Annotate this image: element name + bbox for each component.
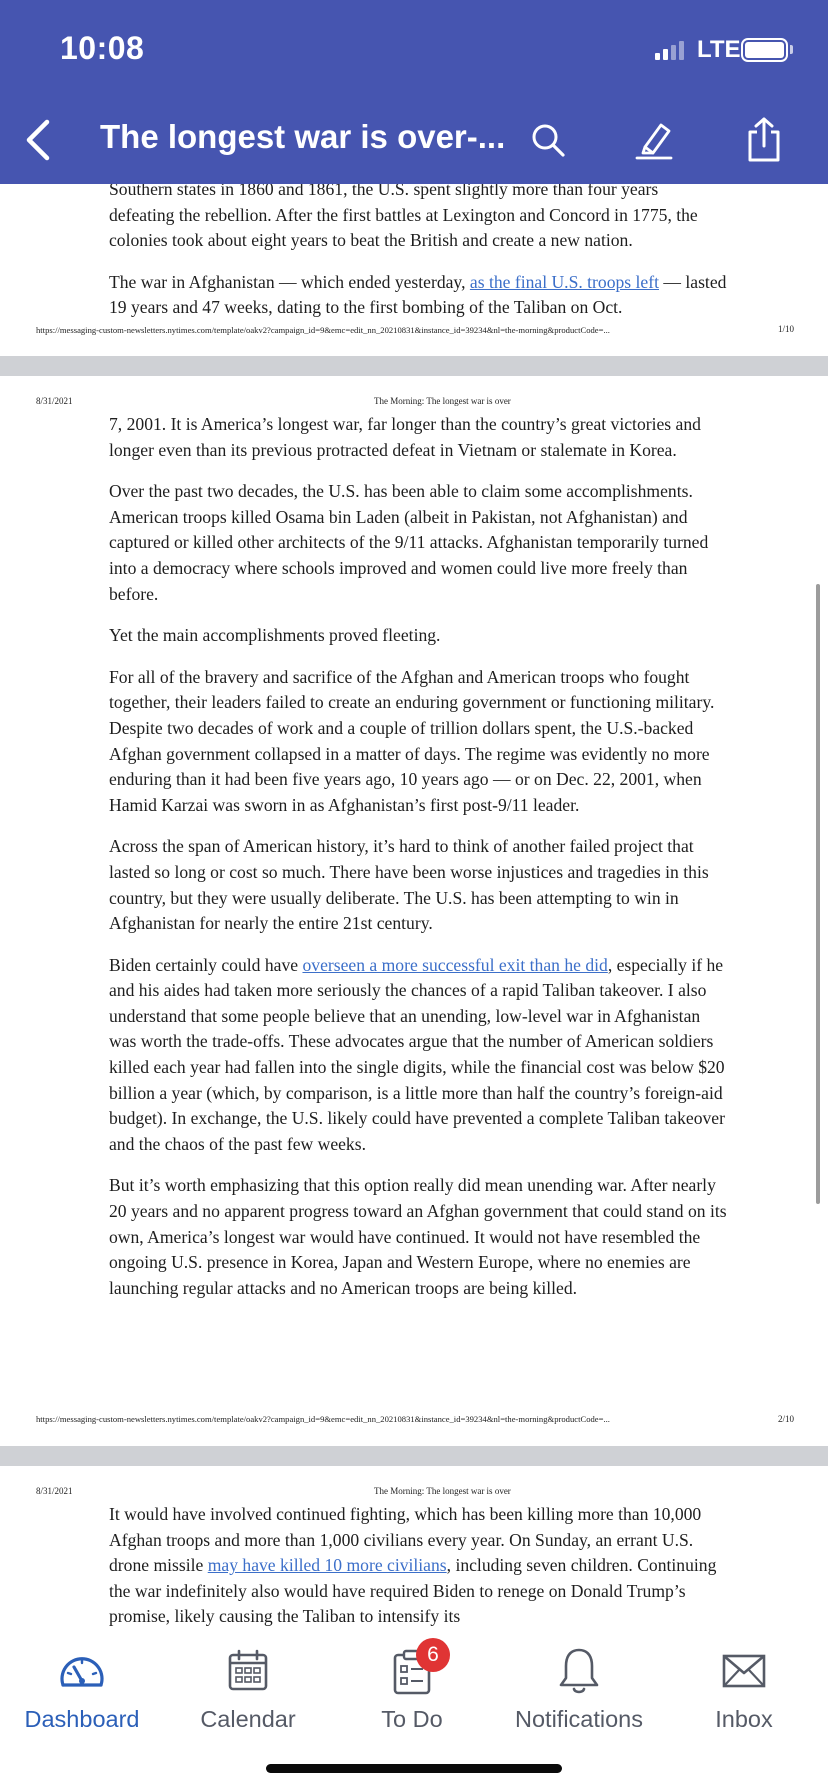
tab-label: Inbox [715,1706,773,1732]
paragraph: Yet the main accomplishments proved fleeting. [109,625,441,646]
battery-cap [790,45,793,54]
highlighter-pen-icon [633,119,675,161]
paragraph: Across the span of American history, it’s hard to think of another failed project that lasted so long or cost so much. There have been worse injustices and tragedies in this country, but they were usually deliberate. The U.S. has been attempting to win in Afghanistan for nearly the entire 21st century. [109,836,709,934]
share-icon [744,116,784,164]
tab-dashboard[interactable] [22,1632,142,1742]
document-title: The longest war is over-... [100,118,506,155]
search-button[interactable] [524,112,572,168]
paragraph: 7, 2001. It is America’s longest war, far longer than the country’s great victories and longer even than its previous protracted defeat in Vietnam or stalemate in Korea. [109,414,701,460]
envelope-icon [721,1653,767,1689]
bell-icon [556,1646,602,1696]
network-type: LTE [697,36,741,63]
page-1-text [109,184,727,337]
battery-icon [741,38,788,62]
calendar-icon [226,1649,270,1693]
troops-left-link[interactable]: as the final U.S. troops left [469,271,659,292]
tab-label: Calendar [200,1706,296,1732]
paragraph: Biden certainly could have overseen a more successful exit than he did, especially if he and his aides had taken more seriously the chances of a rapid Taliban takeover. I also understand that some people believe that an unending, low-level war in Afghanistan was worth the trade-offs. These advocates argue that the number of American soldiers killed each year had fallen into the single digits, while the financial cost was below $20 billion a year (which, by comparison, is a little more than half the country’s foreign-aid budget). In exchange, the U.S. likely could have prevented a complete Taliban takeover and the chaos of the past few weeks. [109,954,725,1154]
share-button[interactable] [740,112,788,168]
dashboard-gauge-icon [57,1651,107,1691]
page-1-number: 1/10 [777,324,794,334]
paragraph: Southern states in 1860 and 1861, the U.S. spent slightly more than four years defeating the rebellion. After the first battles at Lexington and Concord in 1775, the colonies took about eight years to beat the British and create a new nation. [109,184,698,251]
page-2-footer-url: https://messaging-custom-newsletters.nytimes.com/template/oakv2?campaign_id=9&emc=edit_nn_20210831&instance_id=39234&nl=the-morning&productCode=... [36,1414,610,1424]
page-separator [0,1446,828,1466]
paragraph: But it’s worth emphasizing that this option really did mean unending war. After nearly 20 years and no apparent progress toward an Afghan government that could stand on its own, America’s longest war would have continued. It would not have resembled the ongoing U.S. presence in Korea, Japan and Western Europe, where no enemies are launching regular attacks and no American troops are being killed. [109,1175,727,1298]
tab-todo[interactable] [352,1632,472,1742]
pdf-viewer[interactable] [0,184,828,1632]
page-2-date: 8/31/2021 [36,396,73,406]
chevron-left-icon [23,118,53,162]
paragraph: For all of the bravery and sacrifice of the Afghan and American troops who fought together, their leaders failed to create an enduring government or functioning military. Despite two decades of work and a couple of trillion dollars spent, the U.S.-backed Afghan government collapsed in a matter of days. The regime was evidently no more enduring than it had been five years ago, 10 years ago — or on Dec. 22, 2001, when Hamid Karzai was sworn in as Afghanistan’s first post-9/11 leader. [109,666,715,815]
home-indicator[interactable] [266,1764,562,1773]
page-3-running-head: The Morning: The longest war is over [374,1486,511,1496]
tab-label: Dashboard [24,1706,140,1732]
annotate-button[interactable] [630,112,678,168]
drone-civilians-link[interactable]: may have killed 10 more civilians [207,1555,447,1576]
page-separator [0,356,828,376]
status-time: 10:08 [60,30,145,66]
back-button[interactable] [18,112,58,168]
page-2-running-head: The Morning: The longest war is over [374,396,511,406]
signal-strength-icon [655,40,684,60]
tab-calendar[interactable] [188,1632,308,1742]
tab-label: To Do [381,1706,443,1732]
page-1-footer-url: https://messaging-custom-newsletters.nytimes.com/template/oakv2?campaign_id=9&emc=edit_nn_20210831&instance_id=39234&nl=the-morning&productCode=... [36,325,610,335]
tab-inbox[interactable] [694,1632,794,1742]
paragraph: It would have involved continued fighting, which has been killing more than 10,000 Afghan troops and more than 1,000 civilians every year. On Sunday, an errant U.S. drone missile may have killed 10 more civilians, including seven children. Continuing the war indefinitely also would have required Biden to renege on Donald Trump’s promise, likely causing the Taliban to intensify its [109,1504,717,1627]
successful-exit-link[interactable]: overseen a more successful exit than he did [302,954,608,975]
page-2-text [109,412,727,1317]
paragraph: Over the past two decades, the U.S. has been able to claim some accomplishments. American troops killed Osama bin Laden (albeit in Pakistan, not Afghanistan) and captured or killed other architects of the 9/11 attacks. Afghanistan temporarily turned into a democracy where schools improved and women could live more freely than before. [109,481,709,604]
todo-count-badge: 6 [416,1638,450,1672]
page-3-text [109,1502,727,1632]
tab-label: Notifications [515,1706,643,1732]
page-2-number: 2/10 [777,1414,794,1424]
scrollbar[interactable] [816,584,820,1204]
search-icon [528,120,568,160]
page-3-date: 8/31/2021 [36,1486,73,1496]
app-header [0,0,828,184]
tab-notifications[interactable] [504,1632,654,1742]
paragraph: The war in Afghanistan — which ended yesterday, as the final U.S. troops left — lasted 19 years and 47 weeks, dating to the first bombing of the Taliban on Oct. [109,271,727,318]
